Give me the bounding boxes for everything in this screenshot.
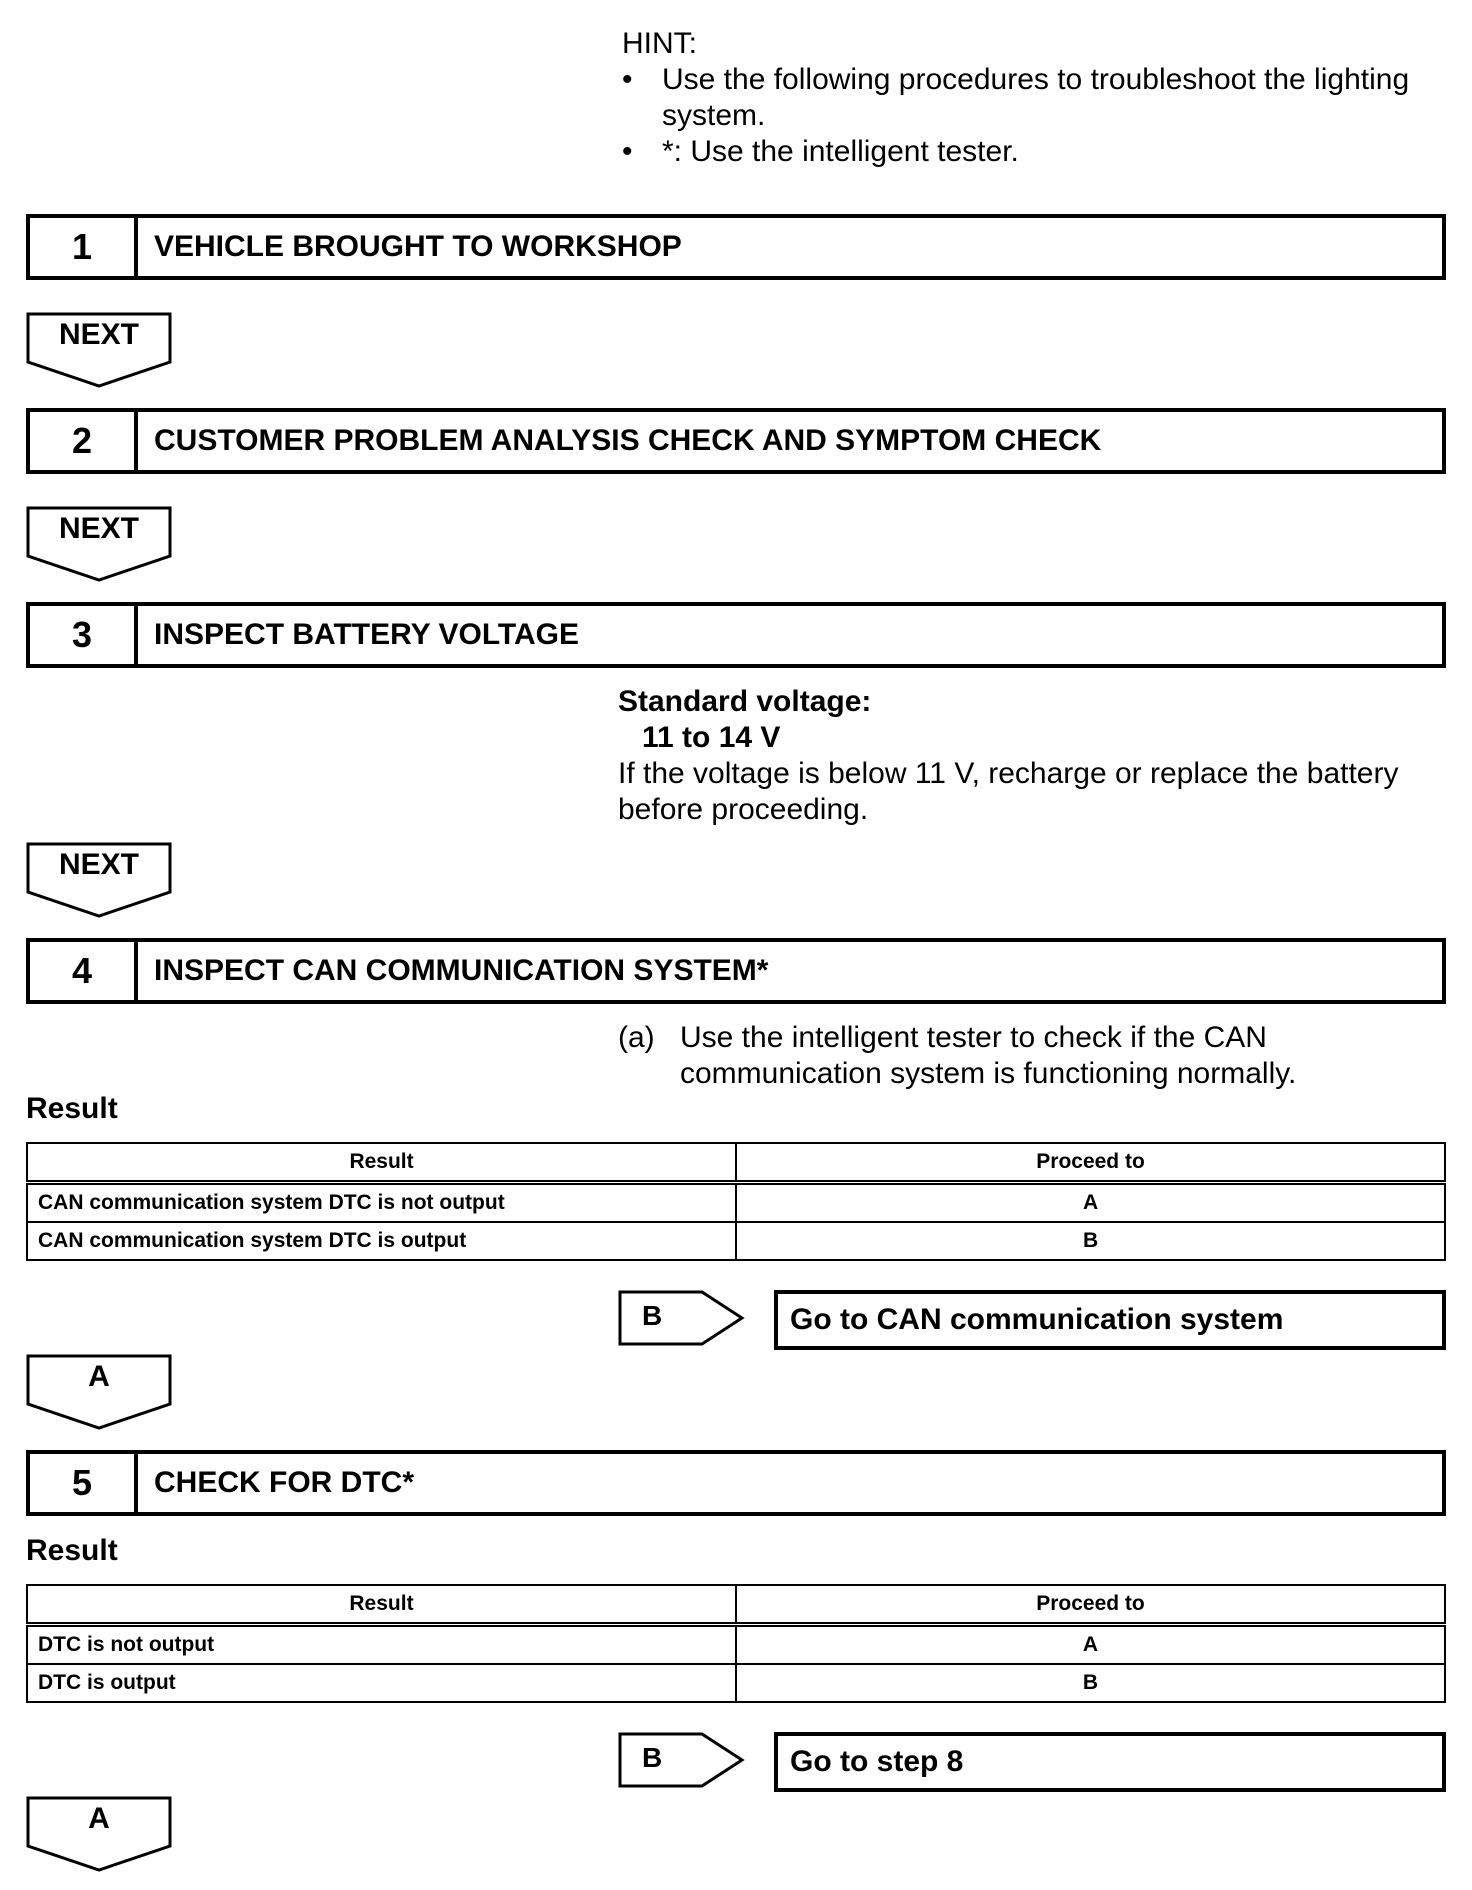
next-label: NEXT — [58, 848, 139, 881]
result-heading: Result — [26, 1534, 118, 1567]
column-header-result: Result — [27, 1585, 736, 1625]
step-title: CUSTOMER PROBLEM ANALYSIS CHECK AND SYMPTOM CHECK — [154, 424, 1102, 457]
step-number: 1 — [30, 218, 138, 276]
a-arrow-4 — [26, 1354, 172, 1432]
step-1-header — [26, 214, 1446, 280]
result-cell: CAN communication system DTC is output — [27, 1222, 736, 1260]
result-cell: DTC is not output — [27, 1625, 736, 1665]
table-row — [27, 1625, 1445, 1665]
hint-label: HINT: — [622, 27, 697, 60]
step-2-header — [26, 408, 1446, 474]
step-5-result-table — [26, 1584, 1446, 1703]
a-label: A — [88, 1802, 110, 1835]
hint-bullet-1-line-2: system. — [662, 99, 766, 132]
standard-voltage-block — [618, 684, 1448, 828]
step-title: INSPECT CAN COMMUNICATION SYSTEM* — [154, 954, 769, 987]
instruction-line-2: communication system is functioning normally. — [680, 1057, 1297, 1090]
instruction-marker: (a) — [618, 1021, 655, 1054]
step-number: 4 — [30, 942, 138, 1000]
result-heading: Result — [26, 1092, 118, 1125]
step-5-header — [26, 1450, 1446, 1516]
proceed-cell: A — [736, 1625, 1445, 1665]
next-label: NEXT — [58, 318, 139, 351]
table-row — [27, 1664, 1445, 1702]
a-label: A — [88, 1360, 110, 1393]
voltage-note-line-2: before proceeding. — [618, 793, 869, 826]
branch-label: B — [642, 1300, 663, 1331]
table-row — [27, 1222, 1445, 1260]
result-cell: DTC is output — [27, 1664, 736, 1702]
column-header-result: Result — [27, 1143, 736, 1183]
step-number: 2 — [30, 412, 138, 470]
branch-b-arrow — [618, 1732, 746, 1788]
table-header-row — [27, 1143, 1445, 1183]
step-title: VEHICLE BROUGHT TO WORKSHOP — [154, 230, 682, 263]
bullet-icon: • — [622, 63, 633, 96]
result-cell: CAN communication system DTC is not output — [27, 1183, 736, 1223]
table-row — [27, 1183, 1445, 1223]
proceed-cell: A — [736, 1183, 1445, 1223]
step-3-header — [26, 602, 1446, 668]
table-header-row — [27, 1585, 1445, 1625]
next-arrow-3 — [26, 842, 172, 920]
column-header-proceed-to: Proceed to — [736, 1143, 1445, 1183]
proceed-cell: B — [736, 1664, 1445, 1702]
step-4-result-table — [26, 1142, 1446, 1261]
branch-b-arrow — [618, 1290, 746, 1346]
step-title: CHECK FOR DTC* — [154, 1466, 414, 1499]
step-number: 3 — [30, 606, 138, 664]
instruction-line-1: Use the intelligent tester to check if the CAN — [680, 1021, 1267, 1054]
proceed-cell: B — [736, 1222, 1445, 1260]
next-arrow-2 — [26, 506, 172, 584]
a-arrow-5 — [26, 1796, 172, 1874]
step-4-instruction — [618, 1020, 1448, 1092]
next-label: NEXT — [58, 512, 139, 545]
bullet-icon: • — [622, 135, 633, 168]
right-arrow-box-icon — [618, 1290, 746, 1346]
step-4-header — [26, 938, 1446, 1004]
hint-block — [622, 26, 1442, 176]
branch-label: B — [642, 1742, 663, 1773]
standard-voltage-value: 11 to 14 V — [642, 721, 781, 754]
goto-box: Go to CAN communication system — [774, 1290, 1446, 1350]
standard-voltage-label: Standard voltage: — [618, 685, 872, 718]
voltage-note-line-1: If the voltage is below 11 V, recharge or replace the battery — [618, 757, 1399, 790]
column-header-proceed-to: Proceed to — [736, 1585, 1445, 1625]
goto-box: Go to step 8 — [774, 1732, 1446, 1792]
hint-bullet-1-line-1: Use the following procedures to troubleshoot the lighting — [662, 63, 1410, 96]
step-title: INSPECT BATTERY VOLTAGE — [154, 618, 580, 651]
step-number: 5 — [30, 1454, 138, 1512]
hint-bullet-2: *: Use the intelligent tester. — [662, 135, 1019, 168]
next-arrow-1 — [26, 312, 172, 390]
right-arrow-box-icon — [618, 1732, 746, 1788]
